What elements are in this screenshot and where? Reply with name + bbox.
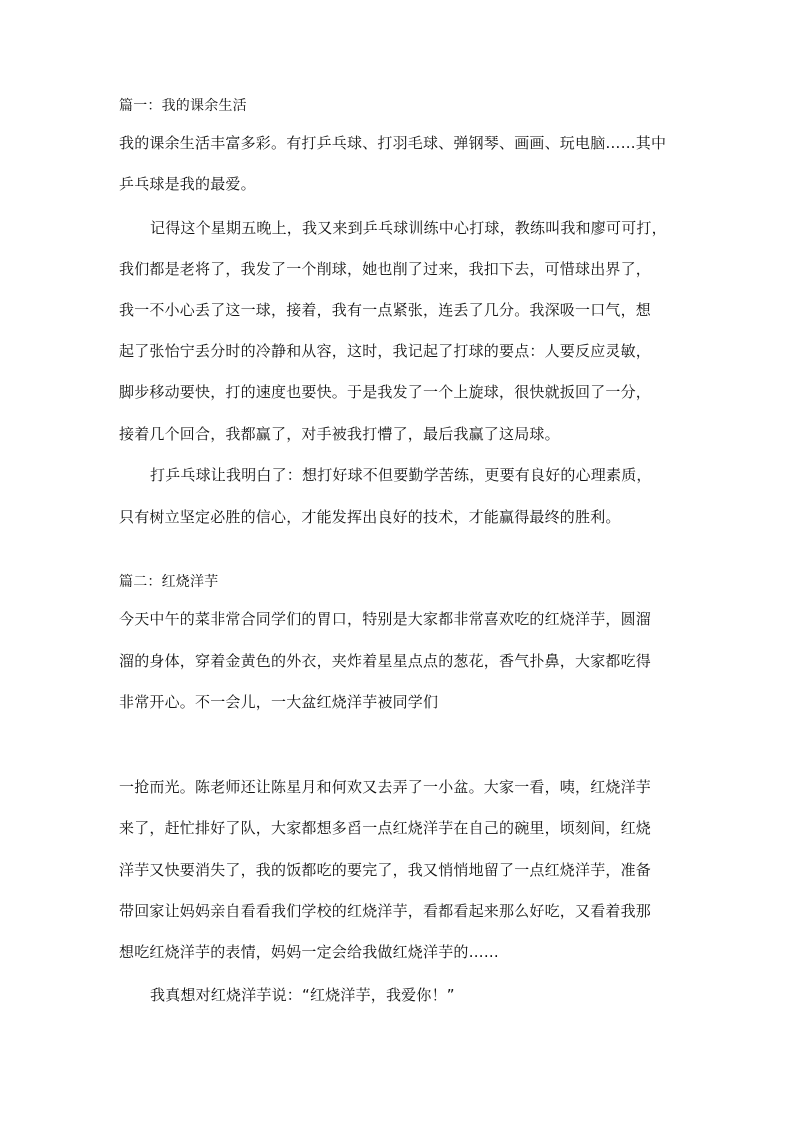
section-1-title: 篇一：我的课余生活 bbox=[119, 98, 247, 114]
paragraph-line: 想吃红烧洋芋的表情，妈妈一定会给我做红烧洋芋的…… bbox=[119, 943, 500, 961]
paragraph-line: 打乒乓球让我明白了：想打好球不但要勤学苦练，更要有良好的心理素质， bbox=[150, 466, 652, 484]
paragraph-line: 脚步移动要快，打的速度也要快。于是我发了一个上旋球，很快就扳回了一分， bbox=[119, 383, 652, 401]
paragraph-line: 我们都是老将了，我发了一个削球，她也削了过来，我扣下去，可惜球出界了， bbox=[119, 260, 652, 278]
paragraph-line: 起了张怡宁丢分时的冷静和从容，这时，我记起了打球的要点：人要反应灵敏， bbox=[119, 342, 652, 360]
paragraph-line: 洋芋又快要消失了，我的饭都吃的要完了，我又悄悄地留了一点红烧洋芋，准备 bbox=[119, 861, 652, 879]
paragraph-line: 我一不小心丢了这一球，接着，我有一点紧张，连丢了几分。我深吸一口气，想 bbox=[119, 301, 652, 319]
paragraph-line: 溜的身体，穿着金黄色的外衣，夹炸着星星点点的葱花，香气扑鼻，大家都吃得 bbox=[119, 652, 652, 670]
paragraph-line: 一抢而光。陈老师还让陈星月和何欢又去弄了一小盆。大家一看，咦，红烧洋芋 bbox=[119, 778, 652, 796]
paragraph-line: 非常开心。不一会儿，一大盆红烧洋芋被同学们 bbox=[119, 693, 439, 711]
section-2-title: 篇二：红烧洋芋 bbox=[119, 574, 219, 590]
paragraph-line: 今天中午的菜非常合同学们的胃口，特别是大家都非常喜欢吃的红烧洋芋，圆溜 bbox=[119, 610, 652, 628]
paragraph-line: 我真想对红烧洋芋说：“红烧洋芋，我爱你！” bbox=[150, 986, 455, 1004]
paragraph-line: 接着几个回合，我都赢了，对手被我打懵了，最后我赢了这局球。 bbox=[119, 425, 560, 443]
paragraph-line: 带回家让妈妈亲自看看我们学校的红烧洋芋，看都看起来那么好吃，又看着我那 bbox=[119, 902, 652, 920]
paragraph-line: 来了，赶忙排好了队，大家都想多舀一点红烧洋芋在自己的碗里，顷刻间，红烧 bbox=[119, 819, 652, 837]
paragraph-line: 只有树立坚定必胜的信心，才能发挥出良好的技术，才能赢得最终的胜利。 bbox=[119, 508, 621, 526]
paragraph-line: 记得这个星期五晚上，我又来到乒乓球训练中心打球，教练叫我和廖可可打， bbox=[150, 219, 667, 237]
paragraph-line: 乒乓球是我的最爱。 bbox=[119, 175, 256, 193]
paragraph-line: 我的课余生活丰富多彩。有打乒乓球、打羽毛球、弹钢琴、画画、玩电脑……其中 bbox=[119, 134, 667, 152]
